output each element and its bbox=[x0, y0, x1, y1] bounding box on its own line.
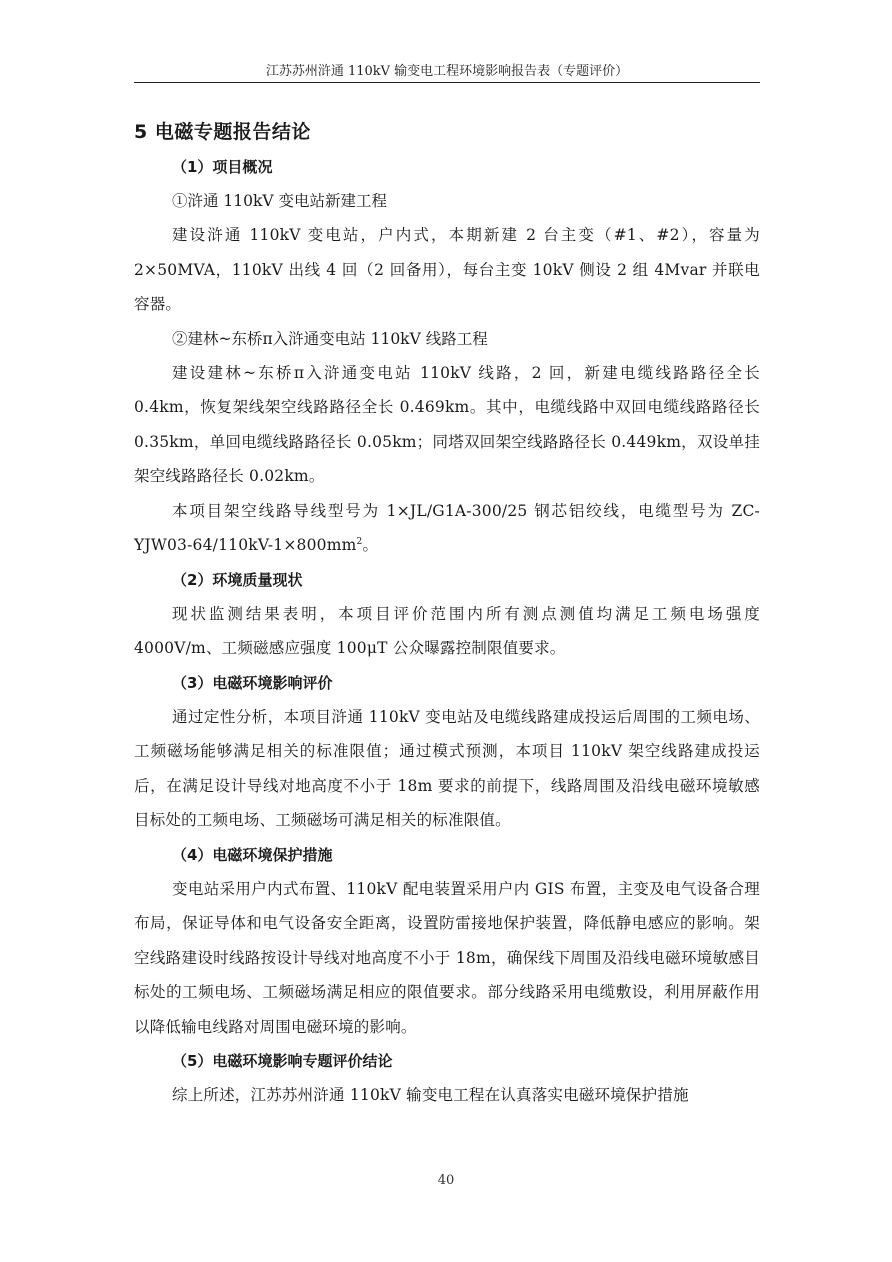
conductor-text: 本项目架空线路导线型号为 1×JL/G1A-300/25 钢芯铝绞线，电缆型号为 ZC-YJW03-64/110kV-1×800mm bbox=[134, 501, 760, 554]
running-header: 江苏苏州浒通 110kV 输变电工程环境影响报告表（专题评价） bbox=[265, 64, 629, 79]
paragraph-protection-measures: 变电站采用户内式布置、110kV 配电装置采用户内 GIS 布置，主变及电气设备合理布局，保证导体和电气设备安全距离，设置防雷接地保护装置，降低静电感应的影响。架空线路建设时线路按设计导线对地高度不小于 18m，确保线下周围及沿线电磁环境敏感目标处的工频电场、工频磁场满足相应的限值要求。部分线路采用电缆敷设，利用屏蔽作用以降低输电线路对周围电磁环境的影响。 bbox=[134, 879, 760, 1036]
paragraph-line: 建设建林~东桥π入浒通变电站 110kV 线路，2 回，新建电缆线路路径全长 0.4km，恢复架线架空线路路径全长 0.469km。其中，电缆线路中双回电缆线路路径长 0.35km，单回电缆线路路径长 0.05km；同塔双回架空线路路径长 0.449km，双设单挂架空线路路径长 0.02km。 bbox=[134, 363, 760, 485]
item-line-title: ②建林~东桥π入浒通变电站 110kV 线路工程 bbox=[172, 329, 488, 348]
superscript-two: 2 bbox=[356, 536, 363, 547]
header-divider bbox=[134, 82, 760, 83]
paragraph-impact-assessment: 通过定性分析，本项目浒通 110kV 变电站及电缆线路建成投运后周围的工频电场、工频磁场能够满足相关的标准限值；通过模式预测，本项目 110kV 架空线路建成投运后，在满足设计导线对地高度不小于 18m 要求的前提下，线路周围及沿线电磁环境敏感目标处的工频电场、工频磁场可满足相关的标准限值。 bbox=[134, 707, 760, 829]
subheading-project-overview: （1）项目概况 bbox=[172, 158, 273, 176]
subheading-impact-assessment: （3）电磁环境影响评价 bbox=[172, 673, 333, 692]
page-number: 40 bbox=[437, 1173, 455, 1188]
paragraph-conductor bbox=[134, 494, 760, 563]
item-substation-title: ①浒通 110kV 变电站新建工程 bbox=[172, 192, 388, 210]
paragraph-conclusion: 综上所述，江苏苏州浒通 110kV 输变电工程在认真落实电磁环境保护措施 bbox=[172, 1086, 689, 1104]
subheading-protection-measures: （4）电磁环境保护措施 bbox=[172, 845, 333, 864]
paragraph-environment-status: 现状监测结果表明，本项目评价范围内所有测点测值均满足工频电场强度 4000V/m、工频磁感应强度 100μT 公众曝露控制限值要求。 bbox=[134, 604, 760, 657]
page-content bbox=[134, 114, 760, 1113]
conductor-end: 。 bbox=[362, 536, 379, 554]
subheading-environment-status: （2）环境质量现状 bbox=[172, 570, 303, 589]
paragraph-substation: 建设浒通 110kV 变电站，户内式，本期新建 2 台主变（#1、#2），容量为 2×50MVA，110kV 出线 4 回（2 回备用），每台主变 10kV 侧设 2 组 4Mvar 并联电容器。 bbox=[134, 226, 760, 313]
subheading-conclusion: （5）电磁环境影响专题评价结论 bbox=[172, 1052, 393, 1070]
section-title: 5 电磁专题报告结论 bbox=[134, 121, 311, 143]
